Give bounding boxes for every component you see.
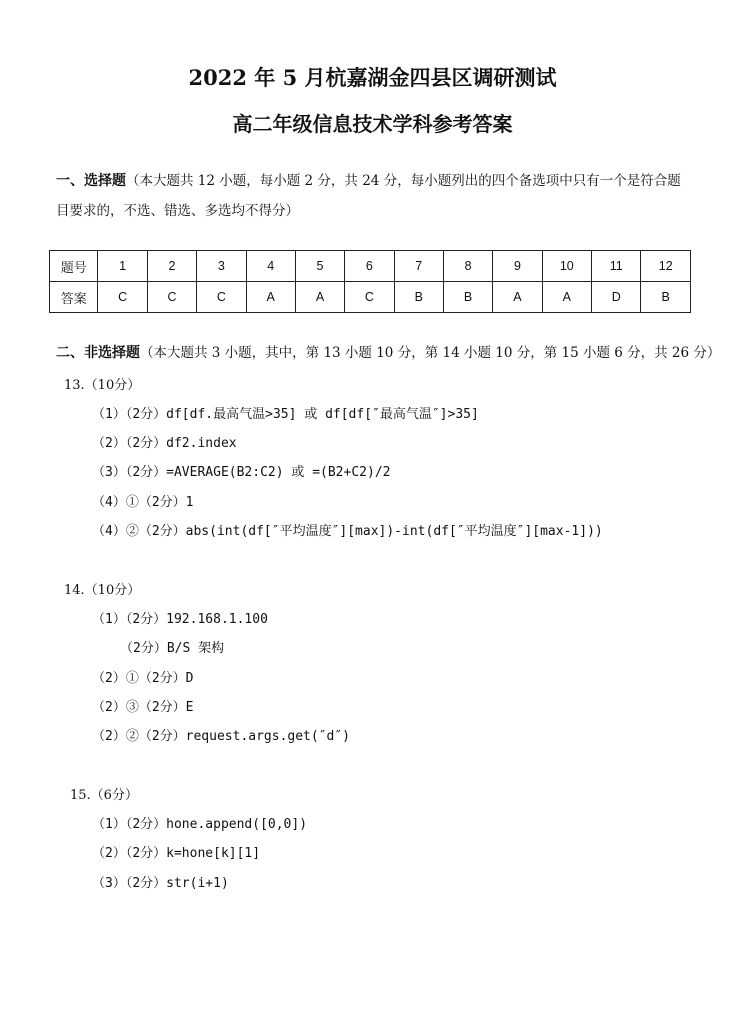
table-cell-answer: C	[345, 282, 394, 313]
q15-answer-line: （3）（2分）str(i+1)	[92, 876, 229, 891]
table-cell-number: 11	[592, 251, 641, 282]
table-row-label: 题号	[50, 251, 98, 282]
table-cell-number: 2	[147, 251, 196, 282]
q15-answer-line: （2）（2分）k=hone[k][1]	[92, 846, 261, 861]
section1-desc1: （本大题共 12 小题，每小题 2 分，共 24 分，每小题列出的四个备选项中只有一个是符合题	[126, 173, 681, 189]
table-cell-number: 6	[345, 251, 394, 282]
q14-heading: 14.（10分）	[64, 583, 141, 598]
section1-line1	[56, 172, 681, 190]
table-cell-answer: C	[197, 282, 246, 313]
table-cell-number: 10	[542, 251, 591, 282]
answer-table	[49, 250, 691, 313]
table-cell-answer: A	[246, 282, 295, 313]
table-cell-number: 3	[197, 251, 246, 282]
table-row-answers	[50, 282, 691, 313]
table-cell-number: 4	[246, 251, 295, 282]
table-cell-answer: C	[147, 282, 196, 313]
table-cell-number: 5	[295, 251, 344, 282]
q13-heading: 13.（10分）	[64, 378, 141, 393]
q14-answer-line: （2）③（2分）E	[92, 700, 194, 715]
table-cell-answer: B	[641, 282, 691, 313]
q13-answer-line: （2）（2分）df2.index	[92, 436, 237, 451]
section2-heading: 二、非选择题	[56, 345, 140, 361]
table-row-numbers	[50, 251, 691, 282]
q13-answer-line: （4）②（2分）abs(int(df[″平均温度″][max])-int(df[″平均温度″][max-1]))	[92, 524, 603, 539]
q13-answer-line: （4）①（2分）1	[92, 495, 194, 510]
table-cell-answer: B	[394, 282, 443, 313]
table-cell-answer: B	[443, 282, 492, 313]
table-cell-answer: C	[98, 282, 147, 313]
table-cell-answer: A	[295, 282, 344, 313]
table-cell-answer: D	[592, 282, 641, 313]
table-cell-number: 12	[641, 251, 691, 282]
q15-heading: 15.（6分）	[70, 788, 138, 803]
section1-heading: 一、选择题	[56, 173, 126, 189]
q14-answer-line: （1）（2分）192.168.1.100	[92, 612, 268, 627]
document-subtitle: 高二年级信息技术学科参考答案	[232, 112, 513, 136]
q14-answer-line: （2）②（2分）request.args.get(″d″)	[92, 729, 351, 744]
document-title: 2022 年 5 月杭嘉湖金四县区调研测试	[188, 65, 557, 90]
table-cell-number: 9	[493, 251, 542, 282]
q14-answer-line: （2分）B/S 架构	[120, 641, 225, 656]
table-cell-number: 1	[98, 251, 147, 282]
table-cell-answer: A	[493, 282, 542, 313]
q14-answer-line: （2）①（2分）D	[92, 671, 194, 686]
section2-desc: （本大题共 3 小题，其中，第 13 小题 10 分，第 14 小题 10 分，第 15 小题 6 分，共 26 分）	[140, 345, 721, 361]
table-row-label: 答案	[50, 282, 98, 313]
section2-line	[56, 344, 720, 362]
table-cell-answer: A	[542, 282, 591, 313]
section1-desc2: 目要求的，不选、错选、多选均不得分）	[56, 203, 299, 219]
table-cell-number: 7	[394, 251, 443, 282]
table-cell-number: 8	[443, 251, 492, 282]
q13-answer-line: （1）（2分）df[df.最高气温>35] 或 df[df[″最高气温″]>35]	[92, 407, 479, 422]
q13-answer-line: （3）（2分）=AVERAGE(B2:C2) 或 =(B2+C2)/2	[92, 465, 391, 480]
q15-answer-line: （1）（2分）hone.append([0,0])	[92, 817, 308, 832]
